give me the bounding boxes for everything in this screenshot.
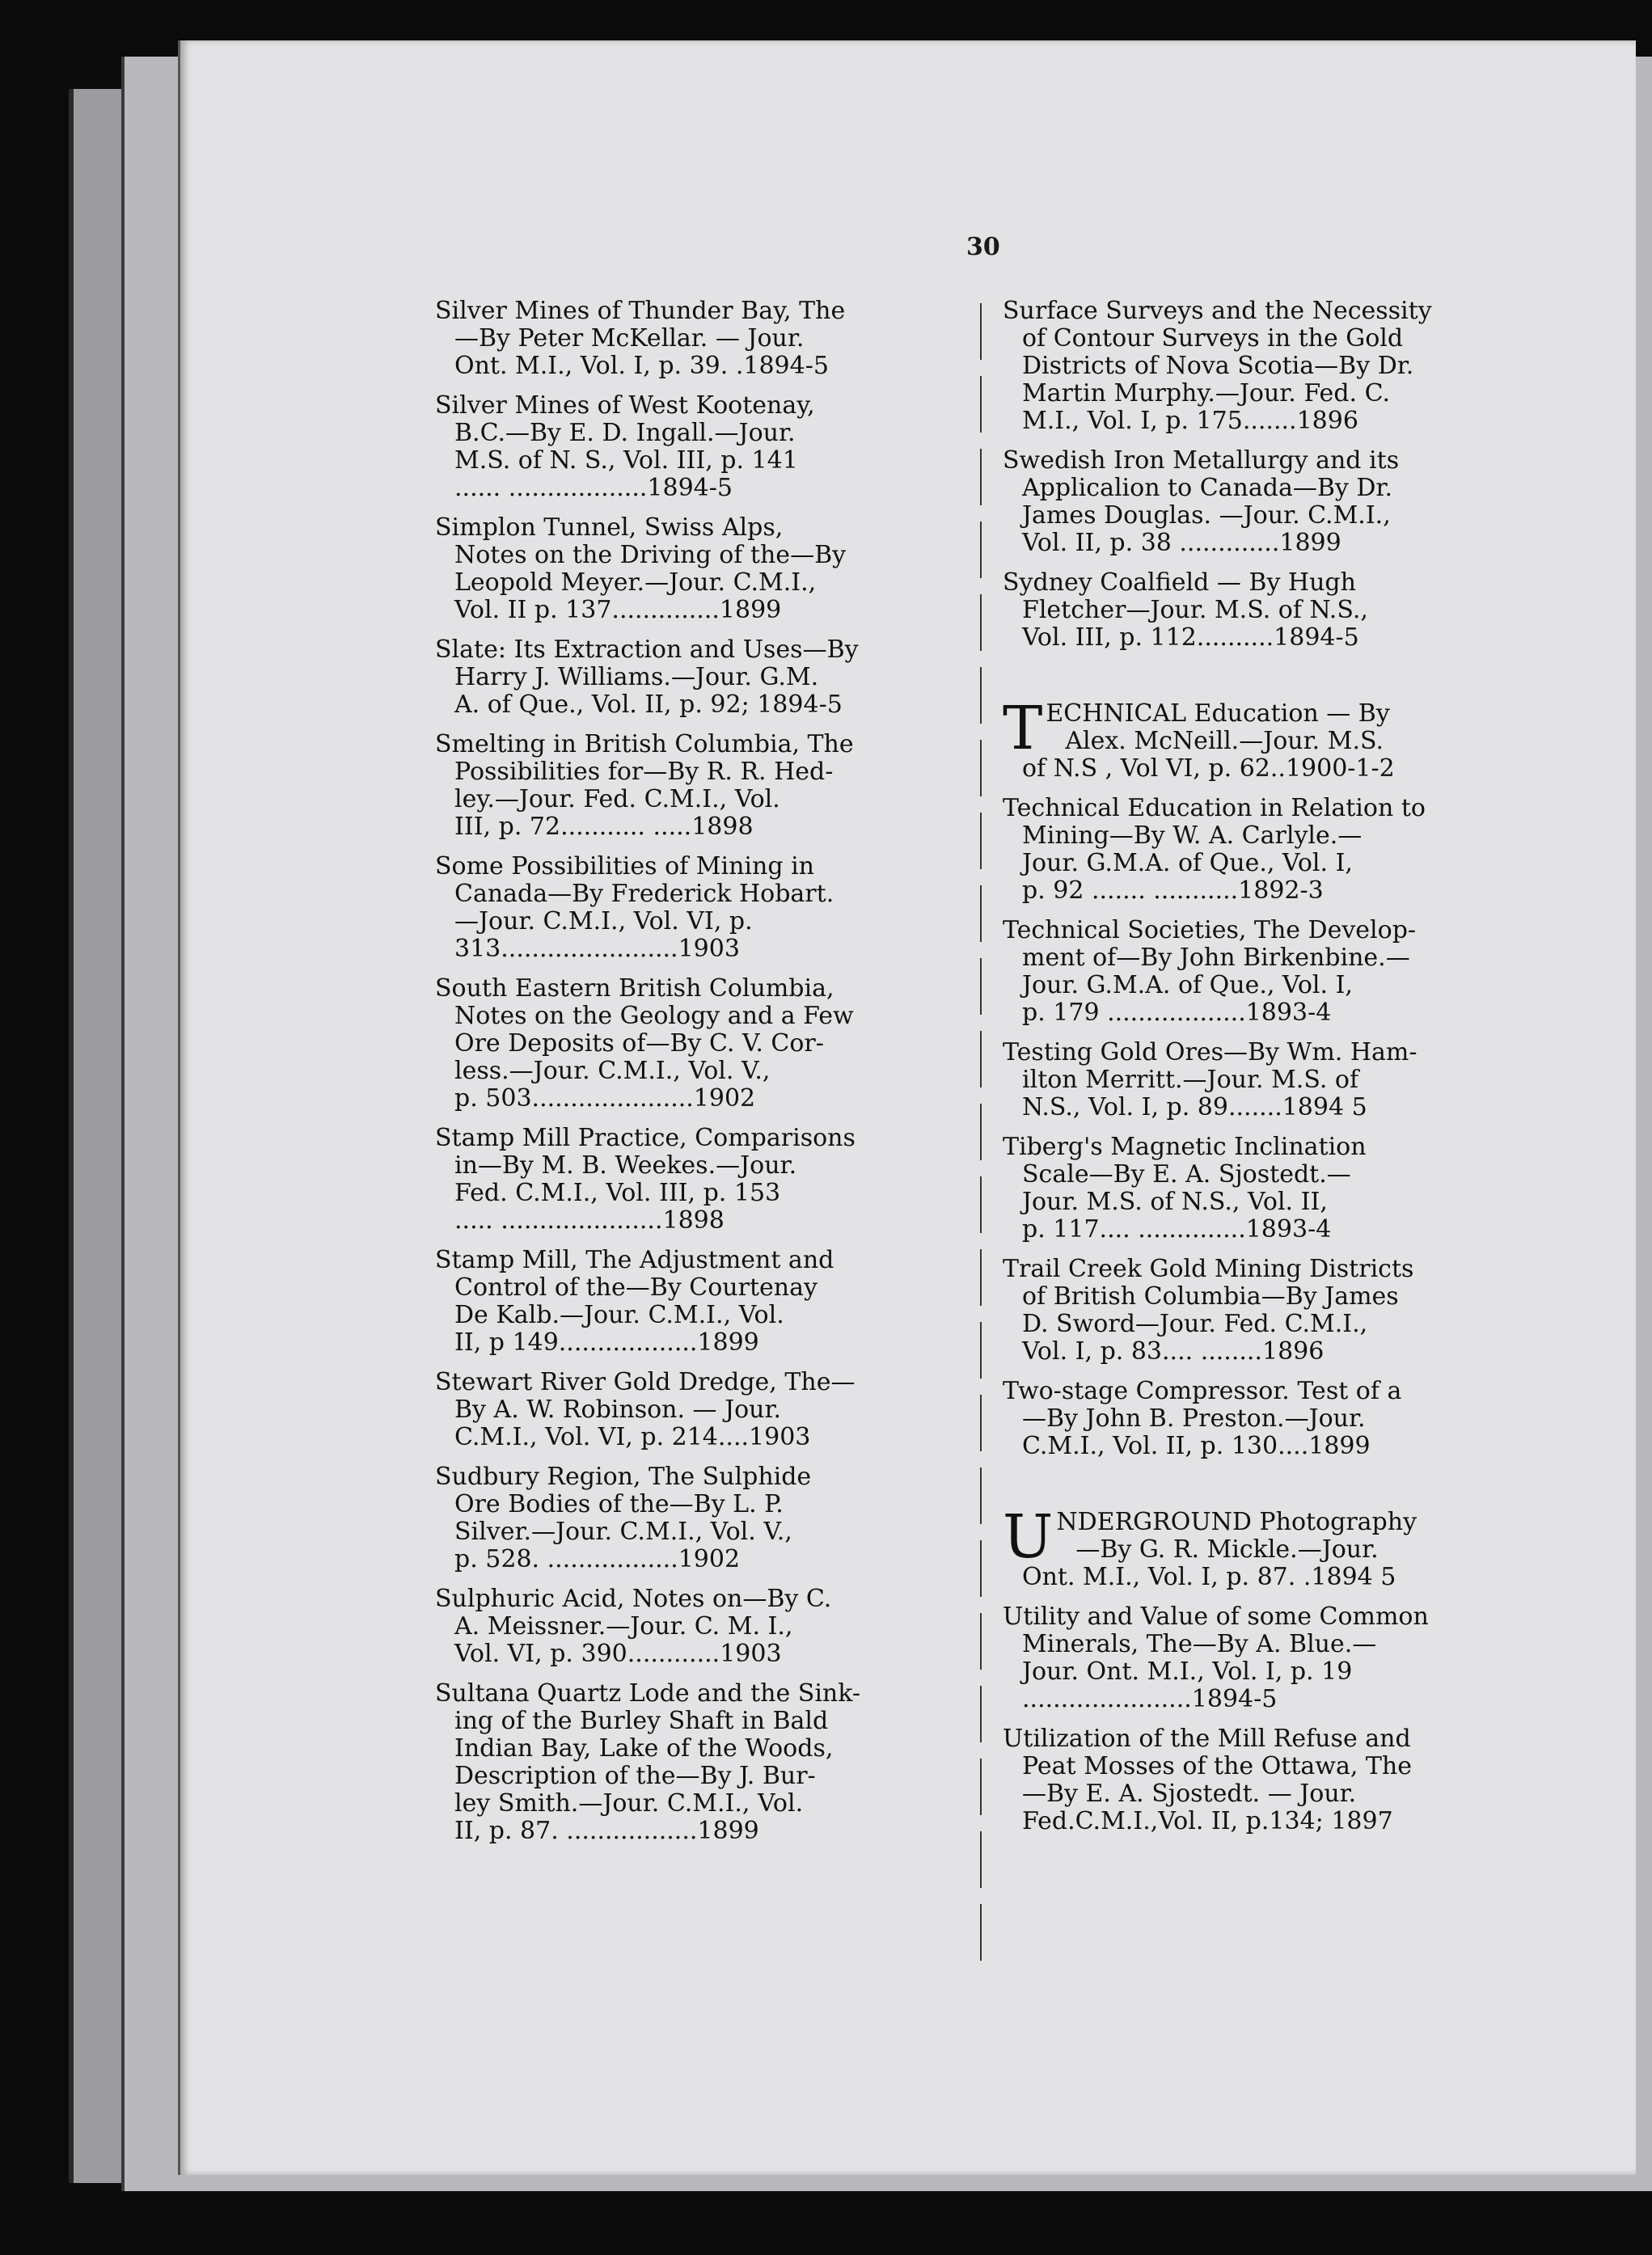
entry-line: ......................1894-5 — [1022, 1686, 1278, 1713]
entry-line: p. 117.... ..............1893-4 — [1022, 1216, 1332, 1244]
entry-line: p. 179 ..................1893-4 — [1022, 999, 1332, 1027]
entry-line: Control of the—By Courtenay — [454, 1274, 818, 1302]
entry-line: Vol. III, p. 112..........1894-5 — [1022, 624, 1359, 652]
index-entry — [1003, 1256, 1496, 1366]
entry-line: ley Smith.—Jour. C.M.I., Vol. — [454, 1790, 804, 1818]
entry-title-line: Simplon Tunnel, Swiss Alps, — [435, 514, 784, 542]
entry-line: Ont. M.I., Vol. I, p. 87. .1894 5 — [1022, 1564, 1396, 1591]
entry-line: A. of Que., Vol. II, p. 92; 1894-5 — [454, 691, 843, 719]
entry-title-line: ECHNICAL Education — By — [1046, 700, 1390, 728]
entry-line: Alex. McNeill.—Jour. M.S. — [1065, 728, 1384, 755]
entry-line: Notes on the Geology and a Few — [454, 1003, 854, 1030]
entry-line: Ore Deposits of—By C. V. Cor- — [454, 1030, 824, 1058]
entry-line: Ont. M.I., Vol. I, p. 39. .1894-5 — [454, 353, 829, 380]
entry-line: Vol. I, p. 83.... ........1896 — [1022, 1338, 1325, 1366]
entry-line: p. 503.....................1902 — [454, 1085, 756, 1113]
entry-title-line: Utilization of the Mill Refuse and — [1003, 1725, 1411, 1753]
page-number: 30 — [966, 233, 1000, 261]
index-entry — [435, 1369, 920, 1451]
entry-title-line: Testing Gold Ores—By Wm. Ham- — [1003, 1039, 1418, 1066]
index-entry — [1003, 569, 1496, 652]
index-entry — [1003, 298, 1496, 435]
entry-title-line: Swedish Iron Metallurgy and its — [1003, 447, 1400, 475]
index-entry — [435, 514, 920, 624]
entry-line: Scale—By E. A. Sjostedt.— — [1022, 1161, 1351, 1189]
entry-line: Possibilities for—By R. R. Hed- — [454, 758, 834, 786]
entry-line: C.M.I., Vol. II, p. 130....1899 — [1022, 1433, 1371, 1460]
index-entry — [435, 1125, 920, 1235]
entry-line: 313.......................1903 — [454, 935, 740, 963]
column-divider — [980, 303, 982, 1961]
entry-title-line: Trail Creek Gold Mining Districts — [1003, 1256, 1414, 1283]
entry-title-line: Slate: Its Extraction and Uses—By — [435, 636, 859, 664]
index-entry — [435, 392, 920, 502]
entry-line: By A. W. Robinson. — Jour. — [454, 1396, 782, 1424]
index-entry — [435, 1680, 920, 1845]
entry-line: Minerals, The—By A. Blue.— — [1022, 1631, 1377, 1658]
entry-line: of British Columbia—By James — [1022, 1283, 1399, 1311]
entry-line: —By John B. Preston.—Jour. — [1022, 1405, 1366, 1433]
entry-line: Silver.—Jour. C.M.I., Vol. V., — [454, 1518, 792, 1546]
index-entry — [435, 731, 920, 841]
entry-line: III, p. 72........... .....1898 — [454, 813, 754, 841]
entry-title-line: Surface Surveys and the Necessity — [1003, 298, 1432, 325]
entry-line: ..... .....................1898 — [454, 1207, 725, 1235]
entry-line: De Kalb.—Jour. C.M.I., Vol. — [454, 1302, 784, 1329]
entry-title-line: Silver Mines of Thunder Bay, The — [435, 298, 846, 325]
index-entry — [1003, 447, 1496, 557]
entry-title-line: South Eastern British Columbia, — [435, 975, 834, 1003]
index-entry — [1003, 1134, 1496, 1244]
entry-line: —By G. R. Mickle.—Jour. — [1075, 1536, 1379, 1564]
index-entry — [1003, 1378, 1496, 1460]
entry-title-line: Some Possibilities of Mining in — [435, 853, 814, 880]
entry-title-line: Sultana Quartz Lode and the Sink- — [435, 1680, 861, 1708]
entry-line: Canada—By Frederick Hobart. — [454, 880, 834, 908]
index-entry — [435, 1586, 920, 1668]
index-entry — [1003, 795, 1496, 905]
entry-line: II, p. 87. .................1899 — [454, 1818, 759, 1845]
entry-line: D. Sword—Jour. Fed. C.M.I., — [1022, 1311, 1368, 1338]
entry-title-line: Stamp Mill, The Adjustment and — [435, 1247, 834, 1274]
entry-line: Martin Murphy.—Jour. Fed. C. — [1022, 380, 1391, 408]
entry-line: Jour. M.S. of N.S., Vol. II, — [1022, 1189, 1328, 1216]
entry-line: of Contour Surveys in the Gold — [1022, 325, 1404, 353]
entry-line: ...... ..................1894-5 — [454, 475, 733, 502]
index-entry — [435, 1463, 920, 1573]
entry-line: M.S. of N. S., Vol. III, p. 141 — [454, 447, 798, 475]
entry-line: Peat Mosses of the Ottawa, The — [1022, 1753, 1413, 1780]
left-column — [435, 298, 920, 1857]
entry-line: N.S., Vol. I, p. 89.......1894 5 — [1022, 1094, 1367, 1121]
right-column — [1003, 298, 1496, 1847]
entry-line: Notes on the Driving of the—By — [454, 542, 847, 569]
entry-title-line: Tiberg's Magnetic Inclination — [1003, 1134, 1367, 1161]
entry-line: —By E. A. Sjostedt. — Jour. — [1022, 1780, 1357, 1808]
index-entry — [1003, 1725, 1496, 1835]
entry-line: ilton Merritt.—Jour. M.S. of — [1022, 1066, 1359, 1094]
index-entry — [435, 853, 920, 963]
entry-line: ment of—By John Birkenbine.— — [1022, 944, 1410, 972]
entry-line: Jour. G.M.A. of Que., Vol. I, — [1022, 972, 1353, 999]
entry-line: Description of the—By J. Bur- — [454, 1763, 816, 1790]
entry-line: Fletcher—Jour. M.S. of N.S., — [1022, 597, 1368, 624]
section-drop-cap: T — [1003, 694, 1043, 763]
index-entry — [1003, 1603, 1496, 1713]
entry-line: less.—Jour. C.M.I., Vol. V., — [454, 1058, 771, 1085]
index-entry — [435, 298, 920, 380]
entry-line: II, p 149..................1899 — [454, 1329, 759, 1357]
entry-line: Jour. Ont. M.I., Vol. I, p. 19 — [1022, 1658, 1353, 1686]
entry-title-line: Utility and Value of some Common — [1003, 1603, 1429, 1631]
entry-line: in—By M. B. Weekes.—Jour. — [454, 1152, 797, 1180]
entry-title-line: Silver Mines of West Kootenay, — [435, 392, 815, 420]
entry-title-line: Sudbury Region, The Sulphide — [435, 1463, 812, 1491]
entry-line: ley.—Jour. Fed. C.M.I., Vol. — [454, 786, 780, 813]
entry-line: Ore Bodies of the—By L. P. — [454, 1491, 784, 1518]
entry-title-line: Smelting in British Columbia, The — [435, 731, 854, 758]
entry-line: Fed.C.M.I.,Vol. II, p.134; 1897 — [1022, 1808, 1393, 1835]
index-entry — [435, 636, 920, 719]
entry-title-line: Stewart River Gold Dredge, The— — [435, 1369, 856, 1396]
entry-line: p. 528. .................1902 — [454, 1546, 741, 1573]
entry-title-line: Technical Education in Relation to — [1003, 795, 1426, 822]
entry-line: p. 92 ....... ...........1892-3 — [1022, 877, 1324, 905]
entry-line: Applicalion to Canada—By Dr. — [1022, 475, 1393, 502]
entry-line: Vol. VI, p. 390............1903 — [454, 1641, 782, 1668]
index-entry — [435, 1247, 920, 1357]
entry-line: James Douglas. —Jour. C.M.I., — [1022, 502, 1391, 530]
index-entry — [1003, 1039, 1496, 1121]
entry-line: M.I., Vol. I, p. 175.......1896 — [1022, 408, 1358, 435]
entry-line: B.C.—By E. D. Ingall.—Jour. — [454, 420, 796, 447]
entry-line: Leopold Meyer.—Jour. C.M.I., — [454, 569, 817, 597]
entry-line: Vol. II, p. 38 .............1899 — [1022, 530, 1341, 557]
entry-title-line: Technical Societies, The Develop- — [1003, 917, 1417, 944]
entry-title-line: Two-stage Compressor. Test of a — [1003, 1378, 1402, 1405]
entry-line: Indian Bay, Lake of the Woods, — [454, 1735, 834, 1763]
index-entry — [1003, 694, 1496, 783]
entry-line: Vol. II p. 137..............1899 — [454, 597, 782, 624]
index-entry — [435, 975, 920, 1113]
entry-line: A. Meissner.—Jour. C. M. I., — [454, 1613, 793, 1641]
entry-line: ing of the Burley Shaft in Bald — [454, 1708, 829, 1735]
entry-title-line: NDERGROUND Photography — [1056, 1509, 1418, 1536]
entry-line: C.M.I., Vol. VI, p. 214....1903 — [454, 1424, 811, 1451]
index-entry — [1003, 1502, 1496, 1591]
entry-line: of N.S , Vol VI, p. 62..1900-1-2 — [1022, 755, 1395, 783]
entry-line: Mining—By W. A. Carlyle.— — [1022, 822, 1363, 850]
entry-title-line: Stamp Mill Practice, Comparisons — [435, 1125, 856, 1152]
entry-line: Jour. G.M.A. of Que., Vol. I, — [1022, 850, 1353, 877]
entry-line: —By Peter McKellar. — Jour. — [454, 325, 805, 353]
entry-line: Harry J. Williams.—Jour. G.M. — [454, 664, 819, 691]
entry-line: —Jour. C.M.I., Vol. VI, p. — [454, 908, 753, 935]
entry-title-line: Sydney Coalfield — By Hugh — [1003, 569, 1356, 597]
entry-line: Fed. C.M.I., Vol. III, p. 153 — [454, 1180, 781, 1207]
section-drop-cap: U — [1003, 1502, 1054, 1572]
entry-line: Districts of Nova Scotia—By Dr. — [1022, 353, 1414, 380]
entry-title-line: Sulphuric Acid, Notes on—By C. — [435, 1586, 832, 1613]
index-entry — [1003, 917, 1496, 1027]
